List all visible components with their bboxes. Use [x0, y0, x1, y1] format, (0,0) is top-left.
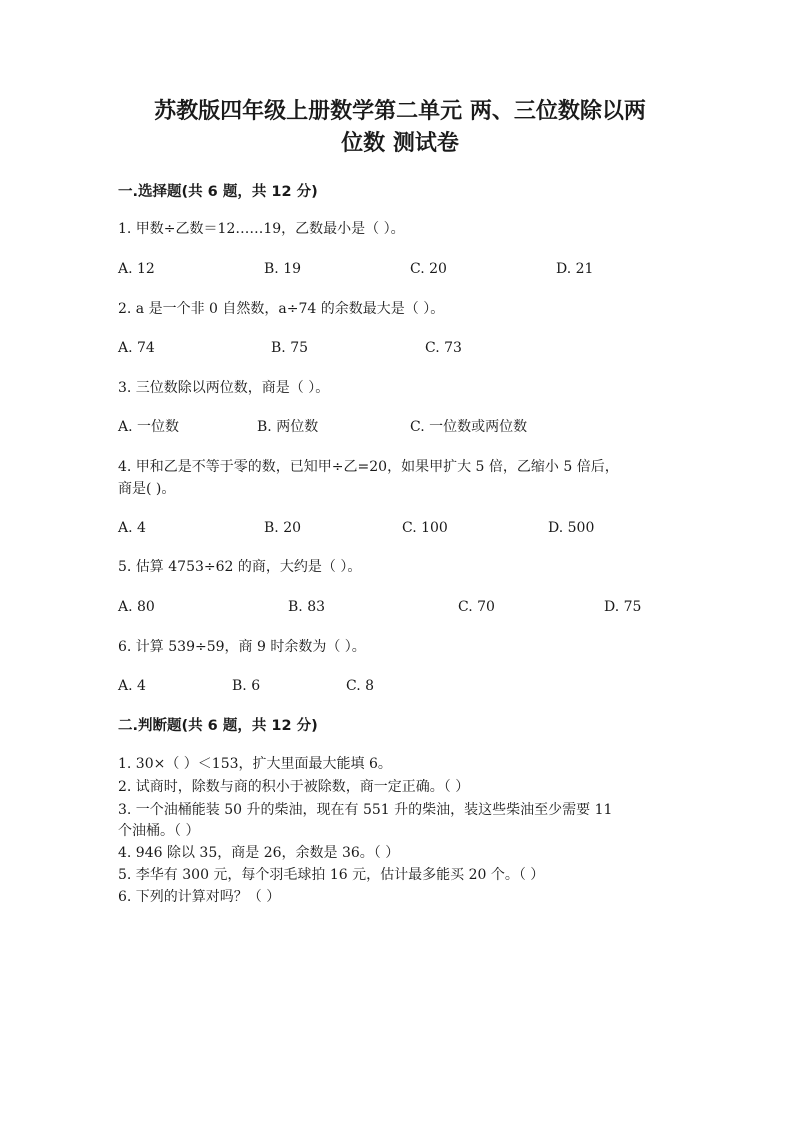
- exam-title-line-2: 位数 测试卷: [341, 131, 459, 156]
- question-5-option-d: D. 75: [604, 599, 642, 615]
- true-false-item-5: 5. 李华有 300 元，每个羽毛球拍 16 元，估计最多能买 20 个。（ ）: [118, 867, 545, 883]
- true-false-item-3-line-2: 个油桶。（ ）: [118, 823, 200, 839]
- true-false-item-6: 6. 下列的计算对吗？（ ）: [118, 889, 281, 905]
- question-1-option-c: C. 20: [410, 261, 447, 277]
- question-5: 5. 估算 4753÷62 的商，大约是（ ）。: [118, 559, 362, 575]
- question-4-line-2: 商是( )。: [118, 481, 176, 497]
- question-3: 3. 三位数除以两位数，商是（ ）。: [118, 380, 330, 396]
- true-false-item-4: 4. 946 除以 35，商是 26，余数是 36。（ ）: [118, 845, 400, 861]
- question-3-option-b: B. 两位数: [257, 419, 319, 435]
- question-4-option-a: A. 4: [118, 520, 146, 536]
- question-2-option-b: B. 75: [271, 340, 309, 356]
- question-2: 2. a 是一个非 0 自然数，a÷74 的余数最大是（ ）。: [118, 301, 445, 317]
- section-heading-choice: 一.选择题(共 6 题，共 12 分): [118, 184, 318, 200]
- exam-title-line-1: 苏教版四年级上册数学第二单元 两、三位数除以两: [154, 99, 646, 124]
- true-false-item-1: 1. 30×（ ）＜153，扩大里面最大能填 6。: [118, 756, 392, 772]
- question-4-line-1: 4. 甲和乙是不等于零的数，已知甲÷乙=20，如果甲扩大 5 倍，乙缩小 5 倍后，: [118, 459, 619, 475]
- question-4-option-d: D. 500: [548, 520, 595, 536]
- true-false-item-2: 2. 试商时，除数与商的积小于被除数，商一定正确。（ ）: [118, 779, 470, 795]
- question-4-option-b: B. 20: [264, 520, 302, 536]
- question-5-option-a: A. 80: [118, 599, 155, 615]
- question-2-option-c: C. 73: [425, 340, 462, 356]
- question-3-option-c: C. 一位数或两位数: [410, 419, 528, 435]
- question-5-option-c: C. 70: [458, 599, 495, 615]
- question-1: 1. 甲数÷乙数＝12……19，乙数最小是（ ）。: [118, 221, 405, 237]
- question-1-option-a: A. 12: [118, 261, 155, 277]
- true-false-item-3-line-1: 3. 一个油桶能装 50 升的柴油，现在有 551 升的柴油，装这些柴油至少需要 11: [118, 802, 613, 818]
- section-heading-true-false: 二.判断题(共 6 题，共 12 分): [118, 718, 318, 734]
- question-4-option-c: C. 100: [402, 520, 448, 536]
- question-6-option-c: C. 8: [346, 678, 375, 694]
- question-3-option-a: A. 一位数: [118, 419, 180, 435]
- question-5-option-b: B. 83: [288, 599, 326, 615]
- question-6-option-b: B. 6: [232, 678, 261, 694]
- question-1-option-d: D. 21: [556, 261, 594, 277]
- question-6: 6. 计算 539÷59，商 9 时余数为（ ）。: [118, 639, 366, 655]
- question-2-option-a: A. 74: [118, 340, 155, 356]
- question-6-option-a: A. 4: [118, 678, 146, 694]
- question-1-option-b: B. 19: [264, 261, 302, 277]
